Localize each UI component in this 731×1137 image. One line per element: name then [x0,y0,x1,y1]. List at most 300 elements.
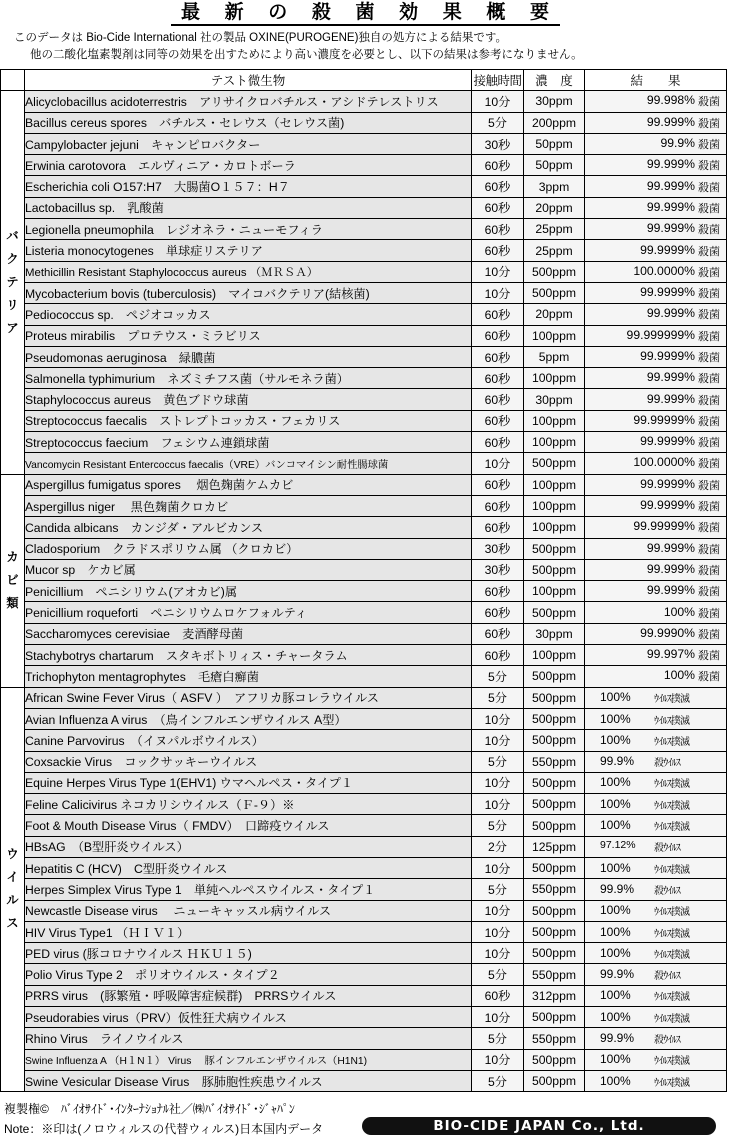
concentration: 100ppm [524,474,585,495]
result-cell [585,325,727,346]
result-cell [585,581,727,602]
result-unit: 殺菌 [698,543,720,556]
table-row [1,857,727,878]
result-percent: 99.9999% [640,434,695,449]
result-percent: 99.999% [646,583,695,598]
organism-name: Canine Parvovirus （イヌパルボウイルス） [25,730,472,751]
concentration: 500ppm [524,602,585,623]
result-cell [585,815,727,836]
result-cell [585,538,727,559]
concentration: 500ppm [524,943,585,964]
organism-name: Swine Vesicular Disease Virus 豚肺胞性疾患ウイルス [25,1070,472,1091]
table-row [1,410,727,431]
organism-name: Foot & Mouth Disease Virus（ FMDV） 口蹄疫ウイルス [25,815,472,836]
table-row [1,879,727,900]
organism-name: Penicillium ペニシリウム(アオカビ)属 [25,581,472,602]
result-percent: 99.999% [646,178,695,193]
result-unit: 殺菌 [698,330,720,343]
contact-time: 60秒 [472,304,524,325]
result-percent: 99.998% [646,93,695,108]
concentration: 100ppm [524,645,585,666]
result-cell [585,985,727,1006]
concentration: 500ppm [524,261,585,282]
header-row [1,70,727,91]
result-cell [585,304,727,325]
result-cell [585,687,727,708]
contact-time: 10分 [472,857,524,878]
results-table [0,69,727,1092]
result-unit: 殺菌 [698,650,720,663]
result-unit: ｳｲﾙｽ撲滅 [654,949,690,961]
table-row [1,751,727,772]
result-percent: 99.9990% [640,625,695,640]
concentration: 550ppm [524,1028,585,1049]
result-cell [585,1070,727,1091]
table-row [1,964,727,985]
result-unit: 殺菌 [698,437,720,450]
result-cell [585,197,727,218]
concentration: 500ppm [524,282,585,303]
result-cell [585,708,727,729]
result-cell [585,602,727,623]
result-cell [585,559,727,580]
result-percent: 100% [600,945,631,960]
result-unit: 殺菌 [698,181,720,194]
result-unit: 殺菌 [698,458,720,471]
contact-time: 60秒 [472,219,524,240]
organism-name: Aspergillus fumigatus spores 烟色麹菌ケムカビ [25,474,472,495]
header-result: 結 果 [585,70,727,91]
concentration: 500ppm [524,815,585,836]
table-row [1,368,727,389]
concentration: 500ppm [524,708,585,729]
organism-name: Herpes Simplex Virus Type 1 単純ヘルペスウイルス・タイプ１ [25,879,472,900]
contact-time: 10分 [472,943,524,964]
contact-time: 10分 [472,730,524,751]
concentration: 550ppm [524,751,585,772]
table-row [1,112,727,133]
contact-time: 10分 [472,708,524,729]
organism-name: Cladosporium クラドスポリウム属 （クロカビ） [25,538,472,559]
result-cell [585,836,727,857]
contact-time: 10分 [472,91,524,112]
result-cell [585,879,727,900]
result-cell [585,1049,727,1070]
table-row [1,1028,727,1049]
result-cell [585,219,727,240]
table-row [1,708,727,729]
result-percent: 99.999% [646,391,695,406]
result-unit: 殺ｳｲﾙｽ [654,971,681,983]
result-unit: ｳｲﾙｽ撲滅 [654,992,690,1004]
result-cell [585,857,727,878]
result-unit: 殺菌 [698,352,720,364]
table-row [1,581,727,602]
result-percent: 100% [600,1052,631,1067]
concentration: 500ppm [524,857,585,878]
result-unit: 殺菌 [698,479,720,492]
organism-name: Saccharomyces cerevisiae 麦酒酵母菌 [25,623,472,644]
concentration: 25ppm [524,240,585,261]
organism-name: Avian Influenza A virus （鳥インフルエンザウイルス A型） [25,708,472,729]
result-percent: 99.999% [646,370,695,385]
organism-name: Staphylococcus aureus 黄色ブドウ球菌 [25,389,472,410]
organism-name: Aspergillus niger 黒色麹菌クロカビ [25,495,472,516]
concentration: 25ppm [524,219,585,240]
contact-time: 10分 [472,1049,524,1070]
organism-name: HBsAG （B型肝炎ウイルス） [25,836,472,857]
result-percent: 100% [600,775,631,790]
result-percent: 97.12% [600,839,636,852]
result-percent: 99.999% [646,540,695,555]
table-row [1,1007,727,1028]
result-percent: 100% [600,1009,631,1024]
concentration: 30ppm [524,623,585,644]
result-cell [585,282,727,303]
organism-name: Rhino Virus ライノウイルス [25,1028,472,1049]
contact-time: 5分 [472,815,524,836]
table-row [1,346,727,367]
result-cell [585,772,727,793]
result-unit: 殺菌 [698,139,720,152]
table-row [1,623,727,644]
table-row [1,261,727,282]
intro-line-2: 他の二酸化塩素製剤は同等の効果を出すためにより高い濃度を必要とし、以下の結果は参考になりません。 [30,49,583,61]
result-percent: 100% [600,690,631,705]
result-cell [585,964,727,985]
table-row [1,197,727,218]
concentration: 100ppm [524,495,585,516]
table-row [1,304,727,325]
table-row [1,432,727,453]
result-percent: 99.9999% [640,349,695,363]
table-row [1,538,727,559]
result-unit: 殺菌 [698,117,720,130]
organism-name: Stachybotrys chartarum スタキボトリィス・チャータラム [25,645,472,666]
result-cell [585,155,727,176]
organism-name: Vancomycin Resistant Entercoccus faecalis（VRE）バンコマイシン耐性腸球菌 [25,453,472,474]
result-unit: 殺菌 [698,202,720,215]
result-percent: 100% [600,796,631,811]
result-percent: 99.999% [646,306,695,321]
concentration: 500ppm [524,730,585,751]
contact-time: 5分 [472,687,524,708]
organism-name: Candida albicans カンジダ・アルビカンス [25,517,472,538]
result-percent: 100% [600,988,631,1003]
result-unit: ｳｲﾙｽ撲滅 [654,1077,690,1089]
result-cell [585,730,727,751]
organism-name: Erwinia carotovora エルヴィニア・カロトボーラ [25,155,472,176]
result-percent: 100% [600,924,631,939]
result-unit: 殺菌 [698,309,720,322]
copyright-line: 複製権© ﾊﾞｲｵｻｲﾄﾞ･ｲﾝﾀｰﾅｼｮﾅﾙ社／㈱ﾊﾞｲｵｻｲﾄﾞ･ｼﾞｬﾊﾟﾝ [4,1102,295,1116]
concentration: 500ppm [524,900,585,921]
result-cell [585,943,727,964]
organism-name: Legionella pneumophila レジオネラ・ニューモフィラ [25,219,472,240]
header-corner [1,70,25,91]
result-cell [585,112,727,133]
header-name: テスト微生物 [25,70,472,91]
result-percent: 99.9% [600,881,635,896]
header-conc: 濃 度 [524,70,585,91]
result-percent: 99.999% [646,561,695,576]
result-percent: 99.9999% [640,498,695,513]
table-row [1,495,727,516]
table-row [1,91,727,112]
result-cell [585,921,727,942]
table-row [1,325,727,346]
table-body [1,91,727,1092]
result-percent: 100.0000% [633,263,695,278]
result-unit: 殺菌 [698,245,720,258]
result-percent: 99.9999% [640,285,695,300]
contact-time: 2分 [472,836,524,857]
concentration: 500ppm [524,1070,585,1091]
table-row [1,282,727,303]
result-unit: ｳｲﾙｽ撲滅 [654,694,690,706]
contact-time: 60秒 [472,155,524,176]
concentration: 100ppm [524,410,585,431]
result-percent: 99.9% [600,967,635,982]
organism-name: Trichophyton mentagrophytes 毛瘡白癬菌 [25,666,472,687]
table-row [1,176,727,197]
organism-name: Equine Herpes Virus Type 1(EHV1) ウマヘルペス・タイプ１ [25,772,472,793]
result-unit: 殺ｳｲﾙｽ [654,1035,681,1046]
table-row [1,1049,727,1070]
note-line: Note：※印は(ノロウィルスの代替ウィルス)日本国内データ [4,1122,324,1136]
result-unit: 殺菌 [698,415,720,428]
result-percent: 99.9% [660,136,695,151]
table-row [1,985,727,1006]
table-row [1,943,727,964]
result-percent: 99.99999% [633,412,695,427]
contact-time: 30秒 [472,559,524,580]
organism-name: Alicyclobacillus acidoterrestris アリサイクロバチルス・アシドテレストリス [25,91,472,112]
concentration: 500ppm [524,687,585,708]
contact-time: 60秒 [472,240,524,261]
result-unit: ｳｲﾙｽ撲滅 [654,736,690,748]
concentration: 100ppm [524,325,585,346]
concentration: 500ppm [524,538,585,559]
concentration: 125ppm [524,836,585,857]
concentration: 50ppm [524,155,585,176]
contact-time: 5分 [472,666,524,687]
concentration: 100ppm [524,517,585,538]
organism-name: Streptococcus faecium フェシウム連鎖球菌 [25,432,472,453]
result-cell [585,91,727,112]
contact-time: 5分 [472,964,524,985]
result-percent: 100% [600,711,631,726]
concentration: 50ppm [524,133,585,154]
organism-name: Pediococcus sp. ペジオコッカス [25,304,472,325]
contact-time: 10分 [472,1007,524,1028]
concentration: 500ppm [524,772,585,793]
contact-time: 30秒 [472,133,524,154]
table-row [1,453,727,474]
result-percent: 99.9% [600,754,635,769]
contact-time: 10分 [472,921,524,942]
organism-name: Hepatitis C (HCV) C型肝炎ウイルス [25,857,472,878]
intro-line-1: このデータは Bio-Cide International 社の製品 OXINE(PUROGENE)独自の処方による結果です。 [14,32,508,44]
result-unit: 殺菌 [698,501,720,514]
result-unit: 殺ｳｲﾙｽ [654,843,681,855]
organism-name: Pseudorabies virus（PRV）仮性狂犬病ウイルス [25,1007,472,1028]
organism-name: PRRS virus (豚繁殖・呼吸障害症候群) PRRSウイルス [25,985,472,1006]
result-percent: 100% [600,818,631,833]
result-cell [585,176,727,197]
result-unit: 殺菌 [698,607,720,620]
concentration: 500ppm [524,1007,585,1028]
contact-time: 60秒 [472,517,524,538]
category-label: バクテリア [1,91,25,474]
result-cell [585,900,727,921]
result-cell [585,389,727,410]
table-row [1,730,727,751]
organism-name: Feline Calicivirus ネコカリシウイルス（Ｆ-９）※ [25,794,472,815]
result-cell [585,453,727,474]
concentration: 550ppm [524,879,585,900]
result-percent: 99.9999% [640,476,695,491]
result-unit: 殺菌 [698,373,720,386]
organism-name: Listeria monocytogenes 単球症リステリア [25,240,472,261]
result-percent: 100% [600,903,631,918]
category-label: カビ類 [1,474,25,687]
concentration: 500ppm [524,666,585,687]
result-percent: 99.999% [646,157,695,172]
result-unit: ｳｲﾙｽ撲滅 [654,779,690,791]
result-unit: 殺菌 [698,671,720,684]
organism-name: Mycobacterium bovis (tuberculosis) マイコバクテリア(結核菌) [25,282,472,303]
result-percent: 99.9999% [640,242,695,257]
contact-time: 60秒 [472,176,524,197]
result-unit: 殺菌 [698,224,720,237]
table-row [1,815,727,836]
contact-time: 60秒 [472,474,524,495]
contact-time: 60秒 [472,410,524,431]
result-percent: 99.999% [646,199,695,214]
table-row [1,836,727,857]
result-percent: 100% [600,732,631,747]
result-cell [585,133,727,154]
contact-time: 60秒 [472,495,524,516]
result-unit: 殺菌 [698,564,720,577]
contact-time: 5分 [472,1070,524,1091]
organism-name: Salmonella typhimurium ネズミチフス菌（サルモネラ菌） [25,368,472,389]
result-cell [585,495,727,516]
concentration: 500ppm [524,453,585,474]
organism-name: Polio Virus Type 2 ポリオウイルス・タイプ２ [25,964,472,985]
table-row [1,921,727,942]
table-row [1,219,727,240]
contact-time: 60秒 [472,325,524,346]
contact-time: 60秒 [472,368,524,389]
contact-time: 10分 [472,772,524,793]
organism-name: Methicillin Resistant Staphylococcus aureus （ＭＲＳＡ） [25,261,472,282]
table-row [1,794,727,815]
result-unit: ｳｲﾙｽ撲滅 [654,822,690,834]
contact-time: 60秒 [472,389,524,410]
result-unit: 殺菌 [698,628,720,641]
header-time: 接触時間 [472,70,524,91]
result-cell [585,410,727,431]
contact-time: 60秒 [472,432,524,453]
result-percent: 99.999% [646,221,695,236]
concentration: 500ppm [524,921,585,942]
result-cell [585,1028,727,1049]
result-unit: 殺菌 [698,288,720,301]
contact-time: 5分 [472,751,524,772]
concentration: 500ppm [524,794,585,815]
contact-time: 60秒 [472,346,524,367]
organism-name: Pseudomonas aeruginosa 緑膿菌 [25,346,472,367]
table-row [1,517,727,538]
result-cell [585,474,727,495]
organism-name: Streptococcus faecalis ストレプトコッカス・フェカリス [25,410,472,431]
result-unit: 殺ｳｲﾙｽ [654,885,681,897]
organism-name: Lactobacillus sp. 乳酸菌 [25,197,472,218]
concentration: 20ppm [524,197,585,218]
result-cell [585,240,727,261]
organism-name: Coxsackie Virus コックサッキーウイルス [25,751,472,772]
table-row [1,687,727,708]
table-row [1,666,727,687]
concentration: 30ppm [524,91,585,112]
result-cell [585,346,727,367]
contact-time: 60秒 [472,581,524,602]
page-title: 最 新 の 殺 菌 効 果 概 要 [0,0,731,24]
concentration: 5ppm [524,346,585,367]
result-cell [585,751,727,772]
result-cell [585,261,727,282]
concentration: 312ppm [524,985,585,1006]
organism-name: HIV Virus Type1 （ＨＩＶ１） [25,921,472,942]
category-label: ウイルス [1,687,25,1092]
concentration: 20ppm [524,304,585,325]
table-row [1,900,727,921]
result-unit: ｳｲﾙｽ撲滅 [654,1056,690,1068]
organism-name: Proteus mirabilis プロテウス・ミラビリス [25,325,472,346]
result-percent: 100.0000% [633,455,695,470]
contact-time: 30秒 [472,538,524,559]
result-percent: 100% [600,1073,631,1088]
concentration: 500ppm [524,559,585,580]
table-row [1,155,727,176]
contact-time: 5分 [472,112,524,133]
table-row [1,1070,727,1091]
result-unit: 殺菌 [698,394,720,407]
contact-time: 5分 [472,879,524,900]
contact-time: 60秒 [472,197,524,218]
result-cell [585,432,727,453]
concentration: 200ppm [524,112,585,133]
result-unit: ｳｲﾙｽ撲滅 [654,1013,690,1025]
result-percent: 100% [663,668,695,683]
concentration: 100ppm [524,432,585,453]
contact-time: 60秒 [472,985,524,1006]
result-percent: 99.999% [646,114,695,129]
result-cell [585,1007,727,1028]
organism-name: Newcastle Disease virus ニューキャッスル病ウイルス [25,900,472,921]
result-cell [585,517,727,538]
organism-name: African Swine Fever Virus（ ASFV ） アフリカ豚コレラウイルス [25,687,472,708]
concentration: 3ppm [524,176,585,197]
concentration: 550ppm [524,964,585,985]
contact-time: 60秒 [472,645,524,666]
contact-time: 10分 [472,900,524,921]
result-percent: 99.9% [600,1031,635,1045]
organism-name: Penicillium roqueforti ペニシリウムロケフォルティ [25,602,472,623]
organism-name: Escherichia coli O157:H7 大腸菌O１５７：H７ [25,176,472,197]
